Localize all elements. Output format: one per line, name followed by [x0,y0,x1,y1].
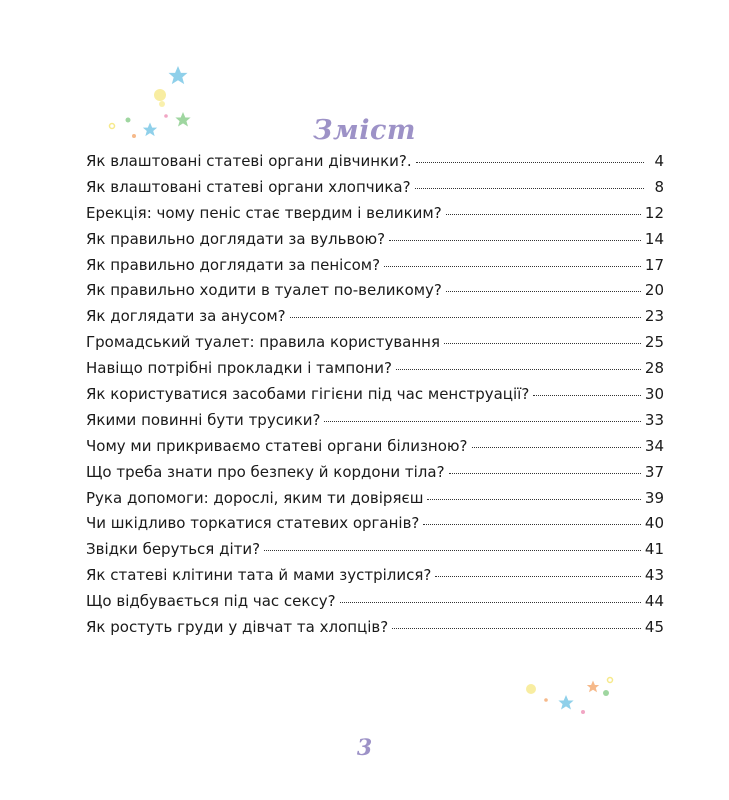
toc-entry[interactable] [86,281,664,307]
toc-entry-title: Чи шкідливо торкатися статевих органів? [86,514,420,533]
toc-entry[interactable] [86,333,664,359]
toc-entry-title: Як правильно доглядати за пенісом? [86,255,381,274]
toc-entry-page: 40 [644,514,664,533]
star-icon [587,681,599,693]
dot-leader [449,473,641,474]
toc-entry[interactable] [86,514,664,540]
toc-entry-title: Як правильно ходити в туалет по-великому? [86,281,442,300]
toc-entry-page: 14 [644,229,664,248]
dot-icon [608,678,613,683]
toc-title: Зміст [313,115,416,146]
toc-entry-page: 30 [644,385,664,404]
toc-entry-page: 37 [644,462,664,481]
toc-entry-title: Як статеві клітини тата й мами зустрілися? [86,566,432,585]
star-icon [558,695,573,709]
toc-entry-title: Навіщо потрібні прокладки і тампони? [86,359,392,378]
toc-entry[interactable] [86,437,664,463]
toc-entry-page: 44 [644,592,664,611]
toc-entry-page: 34 [644,436,664,455]
toc-entry-page: 17 [644,255,664,274]
toc-entry-page: 4 [654,152,664,170]
dot-leader [384,266,641,267]
dot-leader [435,576,641,577]
toc-entry[interactable] [86,307,664,333]
dot-leader [389,240,641,241]
toc-entry[interactable] [86,256,664,282]
dot-leader [533,395,641,396]
dot-icon [154,89,166,101]
toc-entry-page: 12 [644,203,664,222]
toc-entry[interactable] [86,463,664,489]
toc-entry-title: Ерекція: чому пеніс стає твердим і великим? [86,203,442,222]
toc-entry-page: 20 [644,281,664,300]
page-number: 3 [356,735,373,761]
toc-entry[interactable] [86,592,664,618]
toc-entry[interactable] [86,540,664,566]
toc-entry[interactable] [86,489,664,515]
dot-leader [444,343,641,344]
dot-leader [427,499,640,500]
dot-leader [290,317,641,318]
toc-entry-page: 45 [644,618,664,637]
toc-entry-title: Чому ми прикриваємо статеві органи білизною? [86,436,468,455]
toc-entry-title: Як правильно доглядати за вульвою? [86,229,386,248]
toc-entry[interactable] [86,411,664,437]
dot-leader [396,369,641,370]
toc-entry-title: Як користуватися засобами гігієни під час менструації? [86,385,530,404]
dot-leader [446,291,641,292]
dot-leader [340,602,641,603]
toc-entry[interactable] [86,204,664,230]
toc-entry-title: Громадський туалет: правила користування [86,333,441,352]
dot-icon [603,690,609,696]
toc-entry-title: Як доглядати за анусом? [86,307,286,326]
table-of-contents [86,152,664,644]
toc-entry-title: Як влаштовані статеві органи дівчинки?. [86,152,412,170]
dot-leader [324,421,640,422]
toc-entry[interactable] [86,385,664,411]
toc-entry-page: 28 [644,359,664,378]
toc-entry-title: Звідки беруться діти? [86,540,261,559]
dot-leader [423,524,641,525]
dot-leader [415,188,644,189]
dot-leader [472,447,641,448]
toc-entry-title: Що треба знати про безпеку й кордони тіла? [86,462,445,481]
toc-entry[interactable] [86,359,664,385]
toc-entry-title: Як ростуть груди у дівчат та хлопців? [86,618,389,637]
toc-entry-title: Рука допомоги: дорослі, яким ти довіряєш [86,488,424,507]
toc-entry-title: Як влаштовані статеві органи хлопчика? [86,177,411,196]
dot-icon [526,684,536,694]
toc-entry-page: 23 [644,307,664,326]
toc-entry-page: 43 [644,566,664,585]
toc-entry-page: 39 [644,488,664,507]
star-icon [169,66,188,84]
toc-entry[interactable] [86,566,664,592]
dot-leader [416,162,644,163]
toc-entry-title: Що відбувається під час сексу? [86,592,336,611]
toc-entry[interactable] [86,178,664,204]
dot-leader [392,628,641,629]
toc-entry-page: 41 [644,540,664,559]
dot-leader [446,214,641,215]
toc-entry-page: 33 [644,410,664,429]
toc-entry-page: 8 [654,177,664,196]
dot-icon [581,710,585,714]
dot-icon [159,101,165,107]
toc-entry-page: 25 [644,333,664,352]
dot-icon [544,698,548,702]
toc-entry-title: Якими повинні бути трусики? [86,410,321,429]
toc-entry[interactable] [86,230,664,256]
dot-leader [264,550,641,551]
toc-entry[interactable] [86,152,664,178]
toc-entry[interactable] [86,618,664,644]
